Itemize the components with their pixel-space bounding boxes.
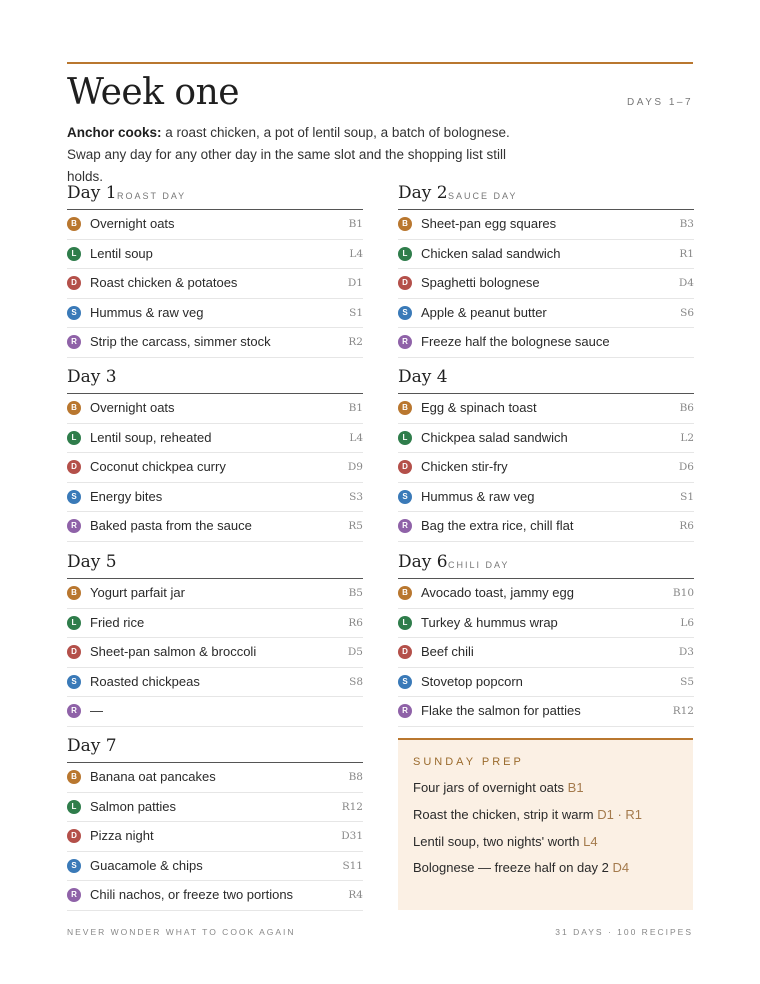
footer-summary: 31 DAYS · 100 RECIPES — [555, 927, 693, 937]
slot-s-badge: S — [67, 675, 81, 689]
day-header — [67, 183, 363, 210]
slot-r-badge: R — [398, 335, 412, 349]
slot-s-badge: S — [67, 490, 81, 504]
slot-r-badge: R — [398, 704, 412, 718]
day-title: Day 4 — [398, 367, 448, 387]
recipe-code: S6 — [680, 306, 694, 319]
meal-row — [398, 512, 694, 542]
day-tag: ROAST DAY — [117, 191, 187, 201]
slot-d-badge: D — [67, 460, 81, 474]
meal-row — [67, 210, 363, 240]
meal-name: Salmon patties — [90, 798, 176, 814]
meal-name: Freeze half the bolognese sauce — [421, 334, 610, 349]
meal-row — [67, 240, 363, 270]
slot-s-badge: S — [67, 859, 81, 873]
meal-row — [67, 668, 363, 698]
meal-row — [67, 328, 363, 358]
day-header — [67, 736, 363, 763]
recipe-code: R6 — [679, 520, 694, 532]
slot-d-badge: D — [398, 276, 412, 290]
meal-name: Bag the extra rice, chill flat — [421, 518, 574, 533]
meal-name: Sheet-pan egg squares — [421, 216, 557, 231]
prep-item-ref: L4 — [583, 834, 598, 849]
recipe-code: R6 — [348, 616, 363, 629]
meal-name: Lentil soup — [90, 245, 153, 261]
recipe-code: D4 — [678, 277, 694, 289]
recipe-code: S1 — [349, 306, 363, 319]
prep-item — [413, 860, 629, 875]
day-header — [67, 552, 363, 579]
recipe-code: S1 — [680, 490, 694, 503]
recipe-code: R1 — [679, 247, 694, 260]
prep-item — [413, 807, 642, 822]
prep-item — [413, 780, 584, 795]
day-4-block — [398, 367, 694, 542]
meal-name: Avocado toast, jammy egg — [421, 585, 574, 600]
meal-name: Hummus & raw veg — [90, 304, 204, 320]
meal-list — [398, 394, 694, 542]
meal-name: Pizza night — [90, 828, 154, 843]
intro-text — [67, 122, 537, 188]
sunday-prep-title: SUNDAY PREP — [413, 756, 524, 768]
day-header — [67, 367, 363, 394]
meal-name: Overnight oats — [90, 400, 175, 415]
slot-b-badge: B — [398, 217, 412, 231]
meal-row — [398, 697, 694, 727]
slot-d-badge: D — [67, 645, 81, 659]
meal-name: Beef chili — [421, 644, 474, 659]
slot-b-badge: B — [398, 586, 412, 600]
meal-row — [398, 424, 694, 454]
meal-row — [398, 328, 694, 358]
meal-name: Stovetop popcorn — [421, 673, 523, 689]
meal-row — [67, 609, 363, 639]
slot-r-badge: R — [67, 888, 81, 902]
prep-item-text: Four jars of overnight oats — [413, 780, 565, 795]
meal-row — [67, 579, 363, 609]
meal-row — [398, 609, 694, 639]
meal-row — [67, 852, 363, 882]
day-7-block — [67, 736, 363, 911]
slot-s-badge: S — [67, 306, 81, 320]
prep-item-text: Lentil soup, two nights' worth — [413, 834, 580, 849]
day-3-block — [67, 367, 363, 542]
meal-name: Lentil soup, reheated — [90, 429, 212, 445]
recipe-code: D9 — [347, 461, 363, 473]
slot-b-badge: B — [67, 586, 81, 600]
meal-row — [67, 881, 363, 911]
slot-b-badge: B — [67, 401, 81, 415]
slot-l-badge: L — [67, 616, 81, 630]
meal-row — [398, 668, 694, 698]
meal-name: Guacamole & chips — [90, 857, 203, 873]
meal-name: Chili nachos, or freeze two portions — [90, 887, 294, 902]
meal-name: Egg & spinach toast — [421, 400, 537, 415]
meal-name: Coconut chickpea curry — [90, 459, 226, 474]
day-tag: CHILI DAY — [448, 560, 510, 570]
recipe-code: D5 — [347, 646, 363, 658]
meal-row — [67, 638, 363, 668]
slot-l-badge: L — [67, 247, 81, 261]
recipe-code: D6 — [678, 461, 694, 473]
day-header — [398, 183, 694, 210]
meal-list — [398, 210, 694, 358]
meal-name: Chicken salad sandwich — [421, 245, 561, 261]
meal-list — [67, 394, 363, 542]
meal-name: Banana oat pancakes — [90, 769, 216, 784]
meal-name: Chicken stir-fry — [421, 459, 508, 474]
meal-name: Chickpea salad sandwich — [421, 429, 568, 445]
meal-row — [67, 483, 363, 513]
meal-name: Spaghetti bolognese — [421, 275, 540, 290]
meal-list — [67, 579, 363, 727]
slot-d-badge: D — [398, 460, 412, 474]
meal-list — [67, 763, 363, 911]
recipe-code: D31 — [341, 830, 363, 842]
slot-b-badge: B — [67, 770, 81, 784]
slot-l-badge: L — [67, 431, 81, 445]
recipe-code: L6 — [680, 616, 694, 629]
meal-row — [398, 299, 694, 329]
slot-r-badge: R — [67, 519, 81, 533]
day-title: Day 5 — [67, 552, 117, 572]
meal-name: Turkey & hummus wrap — [421, 614, 558, 630]
page-title: Week one — [67, 72, 240, 113]
recipe-code: D3 — [678, 646, 694, 658]
meal-row — [67, 822, 363, 852]
days-range: DAYS 1–7 — [627, 97, 693, 108]
meal-row — [398, 269, 694, 299]
slot-s-badge: S — [398, 675, 412, 689]
meal-row — [398, 579, 694, 609]
meal-row — [67, 697, 363, 727]
intro-bold: Anchor cooks: — [67, 125, 162, 140]
day-title: Day 2 — [398, 183, 448, 203]
meal-row — [67, 299, 363, 329]
meal-row — [398, 394, 694, 424]
slot-d-badge: D — [398, 645, 412, 659]
day-title: Day 6 — [398, 552, 448, 572]
intro-body: a roast chicken, a pot of lentil soup, a batch of bolognese. Swap any day for any other day in the same slot and the shopping list still holds. — [67, 125, 510, 184]
meal-row — [398, 240, 694, 270]
slot-l-badge: L — [67, 800, 81, 814]
slot-r-badge: R — [67, 704, 81, 718]
meal-name: Yogurt parfait jar — [90, 585, 185, 600]
meal-row — [67, 269, 363, 299]
recipe-code: D1 — [347, 277, 363, 289]
recipe-code: L4 — [349, 431, 363, 444]
recipe-code: R2 — [348, 336, 363, 348]
slot-r-badge: R — [67, 335, 81, 349]
recipe-code: B1 — [348, 218, 363, 230]
meal-name: Energy bites — [90, 488, 163, 504]
day-2-block — [398, 183, 694, 358]
prep-item — [413, 834, 598, 849]
footer-tagline: NEVER WONDER WHAT TO COOK AGAIN — [67, 927, 296, 937]
prep-item-ref: D4 — [612, 860, 630, 875]
recipe-code: S8 — [349, 675, 363, 688]
meal-name: Sheet-pan salmon & broccoli — [90, 644, 257, 659]
meal-name: Roast chicken & potatoes — [90, 275, 238, 290]
day-title: Day 7 — [67, 736, 117, 756]
day-5-block — [67, 552, 363, 727]
recipe-code: S11 — [342, 859, 363, 872]
meal-name: Flake the salmon for patties — [421, 703, 581, 718]
meal-row — [398, 453, 694, 483]
recipe-code: R12 — [341, 800, 363, 813]
slot-s-badge: S — [398, 490, 412, 504]
day-header — [398, 552, 694, 579]
meal-row — [398, 638, 694, 668]
recipe-code: L4 — [349, 247, 363, 260]
meal-row — [67, 453, 363, 483]
prep-item-ref: D1 · R1 — [597, 807, 643, 822]
day-tag: SAUCE DAY — [448, 191, 518, 201]
recipe-code: B5 — [348, 587, 363, 599]
meal-row — [67, 424, 363, 454]
meal-name: Roasted chickpeas — [90, 673, 200, 689]
meal-row — [398, 483, 694, 513]
sunday-prep-box — [398, 738, 693, 910]
meal-name: Fried rice — [90, 614, 145, 630]
recipe-code: B1 — [348, 402, 363, 414]
slot-b-badge: B — [67, 217, 81, 231]
meal-list — [398, 579, 694, 727]
day-1-block — [67, 183, 363, 358]
recipe-code: S3 — [349, 490, 363, 503]
slot-l-badge: L — [398, 247, 412, 261]
recipe-code: B10 — [672, 587, 694, 599]
recipe-code: R12 — [672, 705, 694, 717]
recipe-code: L2 — [680, 431, 694, 444]
meal-name: — — [90, 703, 103, 718]
meal-name: Baked pasta from the sauce — [90, 518, 252, 533]
slot-l-badge: L — [398, 616, 412, 630]
meal-row — [67, 394, 363, 424]
slot-d-badge: D — [67, 829, 81, 843]
recipe-code: B8 — [348, 771, 363, 783]
recipe-code: R4 — [348, 889, 363, 901]
recipe-code: B6 — [679, 402, 694, 414]
meal-row — [398, 210, 694, 240]
meal-name: Strip the carcass, simmer stock — [90, 334, 271, 349]
day-title: Day 1 — [67, 183, 117, 203]
slot-b-badge: B — [398, 401, 412, 415]
slot-d-badge: D — [67, 276, 81, 290]
day-6-block — [398, 552, 694, 727]
recipe-code: S5 — [680, 675, 694, 688]
recipe-code: B3 — [679, 218, 694, 230]
meal-list — [67, 210, 363, 358]
meal-name: Hummus & raw veg — [421, 488, 535, 504]
prep-item-text: Bolognese — freeze half on day 2 — [413, 860, 609, 875]
day-title: Day 3 — [67, 367, 117, 387]
slot-l-badge: L — [398, 431, 412, 445]
meal-row — [67, 512, 363, 542]
meal-name: Apple & peanut butter — [421, 304, 547, 320]
meal-row — [67, 793, 363, 823]
top-rule — [67, 62, 693, 64]
day-header — [398, 367, 694, 394]
recipe-code: R5 — [348, 520, 363, 532]
meal-row — [67, 763, 363, 793]
slot-s-badge: S — [398, 306, 412, 320]
meal-name: Overnight oats — [90, 216, 175, 231]
prep-item-ref: B1 — [567, 780, 584, 795]
slot-r-badge: R — [398, 519, 412, 533]
prep-item-text: Roast the chicken, strip it warm — [413, 807, 594, 822]
